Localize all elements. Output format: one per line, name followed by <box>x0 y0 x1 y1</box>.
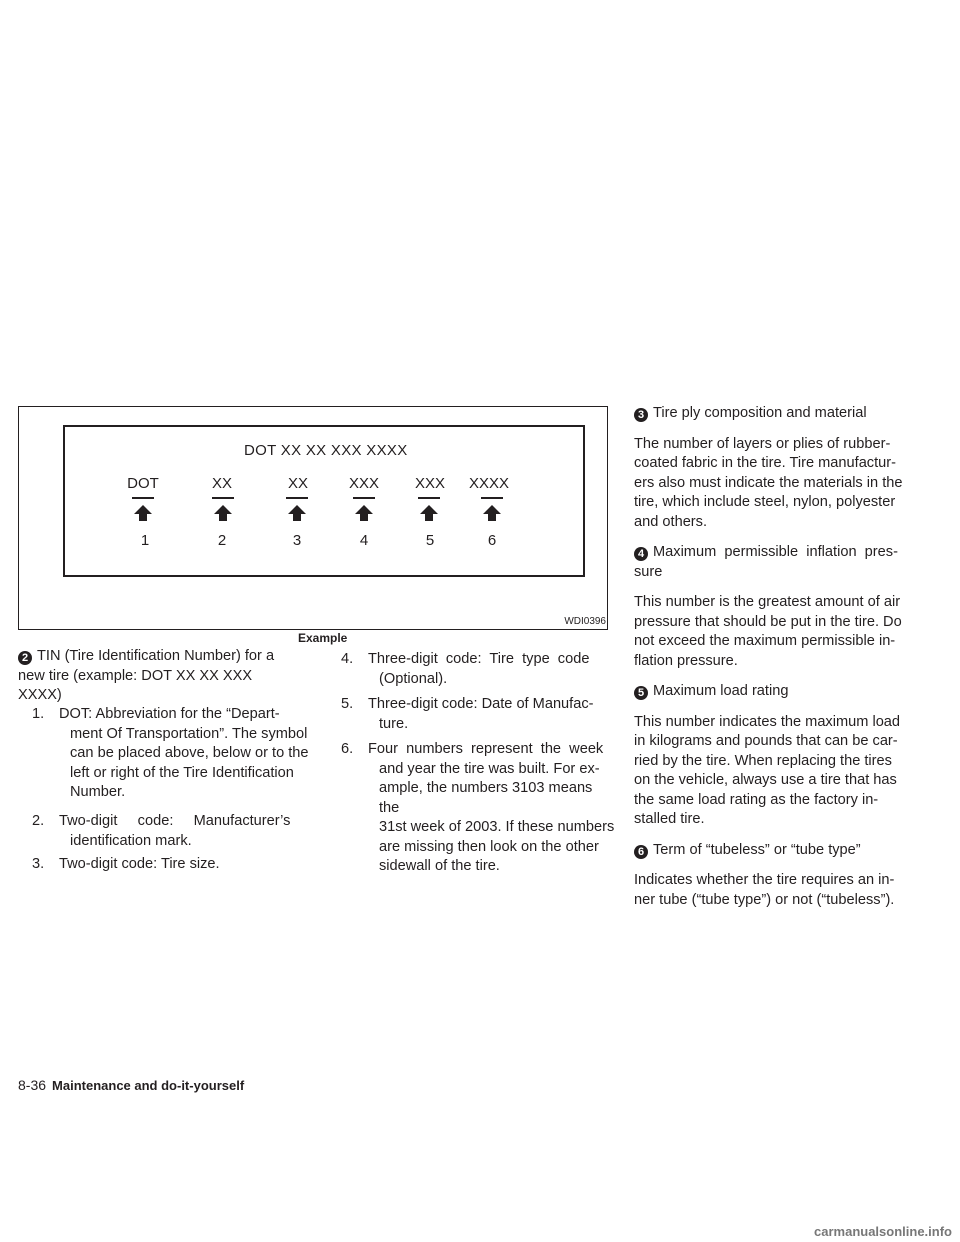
item-3-heading <box>634 404 944 424</box>
watermark: carmanualsonline.info <box>814 1224 952 1239</box>
tin-header-text: DOT XX XX XXX XXXX <box>244 442 408 459</box>
text-line: ner tube (“tube type”) or not (“tubeless”). <box>634 891 895 908</box>
segment-number: 5 <box>425 532 435 549</box>
text-line: Indicates whether the tire requires an in- <box>634 872 895 888</box>
item-title-cont: sure <box>634 563 663 580</box>
page-number: 8-36 <box>18 1077 47 1093</box>
column-3 <box>634 404 944 910</box>
text-line: DOT: Abbreviation for the “Depart- <box>59 706 280 722</box>
segment-bar <box>353 497 375 499</box>
text-line: XXXX) <box>18 687 62 703</box>
item-title: Term of “tubeless” or “tube type” <box>653 841 861 858</box>
up-arrow-icon <box>354 504 374 522</box>
text-line: flation pressure. <box>634 652 738 669</box>
text-line: ried by the tire. When replacing the tires <box>634 752 892 769</box>
segment-number: 3 <box>292 532 302 549</box>
text-line: 31st week of 2003. If these numbers <box>379 819 615 835</box>
text-line: ment Of Transportation”. The symbol <box>70 725 308 742</box>
text-line: stalled tire. <box>634 811 705 827</box>
text-line: This number indicates the maximum load <box>634 713 901 730</box>
text-line: are missing then look on the other <box>379 838 599 855</box>
text-line: new tire (example: DOT XX XX XXX <box>18 667 253 684</box>
text-line: This number is the greatest amount of air <box>634 594 901 610</box>
section-title: Maintenance and do-it-yourself <box>52 1078 245 1093</box>
up-arrow-icon <box>133 504 153 522</box>
list-number: 6. <box>341 741 354 757</box>
text-line: can be placed above, below or to the <box>70 745 309 761</box>
item-title: Maximum permissible inflation pres- <box>653 544 898 560</box>
item-title: Tire ply composition and material <box>653 405 867 421</box>
text-line: not exceed the maximum permissible in- <box>634 633 896 649</box>
segment-number: 6 <box>487 532 497 549</box>
list-number: 4. <box>341 651 354 667</box>
text-line: Two-digit code: Tire size. <box>59 856 220 872</box>
segment-text: DOT <box>127 475 159 492</box>
text-line: ers also must indicate the materials in the <box>634 474 903 491</box>
text-line: coated fabric in the tire. Tire manufactur- <box>634 455 896 471</box>
segment-bar <box>212 497 234 499</box>
segment-text: XX <box>211 475 232 492</box>
item-6-body <box>634 871 944 910</box>
list-number: 5. <box>341 696 354 712</box>
up-arrow-icon <box>213 504 233 522</box>
segment-text: XXXX <box>468 475 510 492</box>
segment-number: 1 <box>140 532 150 549</box>
item-3-body <box>634 435 944 533</box>
segment-bar <box>286 497 308 499</box>
item-title: Maximum load rating <box>653 683 789 699</box>
item-number-badge: 5 <box>634 686 648 700</box>
list-number: 1. <box>32 706 45 722</box>
text-line: TIN (Tire Identification Number) for a <box>37 648 275 664</box>
text-line: and others. <box>634 513 708 530</box>
segment-number: 4 <box>359 532 369 549</box>
item-4-heading <box>634 543 944 582</box>
segment-bar <box>481 497 503 499</box>
text-line: Three-digit code: Date of Manufac- <box>368 696 594 712</box>
text-line: identification mark. <box>70 832 192 849</box>
item-2-heading <box>18 647 318 706</box>
text-line: ture. <box>379 715 409 732</box>
up-arrow-icon <box>419 504 439 522</box>
text-line: Four numbers represent the week <box>368 741 604 757</box>
text-line: Two-digit code: Manufacturer’s <box>59 813 291 829</box>
segment-text: XXX <box>348 475 379 492</box>
list-number: 3. <box>32 856 45 872</box>
item-number-badge: 2 <box>18 651 32 665</box>
text-line: the same load rating as the factory in- <box>634 791 879 808</box>
text-line: Three-digit code: Tire type code <box>368 651 590 667</box>
list-number: 2. <box>32 813 45 829</box>
text-line: in kilograms and pounds that can be car- <box>634 733 898 749</box>
figure-code: WDI0396 <box>564 616 606 627</box>
segment-text: XXX <box>414 475 445 492</box>
text-line: left or right of the Tire Identification <box>70 764 294 781</box>
page-footer <box>18 1076 244 1095</box>
item-number-badge: 4 <box>634 547 648 561</box>
text-line: The number of layers or plies of rubber- <box>634 435 891 452</box>
figure-caption: Example <box>298 631 348 645</box>
text-line: tire, which include steel, nylon, polyester <box>634 494 896 510</box>
item-4-body <box>634 593 944 671</box>
item-number-badge: 6 <box>634 845 648 859</box>
segment-bar <box>418 497 440 499</box>
text-line: (Optional). <box>379 670 448 687</box>
segment-text: XX <box>287 475 308 492</box>
text-line: Number. <box>70 784 126 800</box>
column-1 <box>18 647 318 706</box>
segment-bar <box>132 497 154 499</box>
up-arrow-icon <box>482 504 502 522</box>
up-arrow-icon <box>287 504 307 522</box>
text-line: sidewall of the tire. <box>379 858 500 874</box>
text-line: and year the tire was built. For ex- <box>379 760 600 777</box>
text-line: pressure that should be put in the tire. Do <box>634 613 902 630</box>
item-5-heading <box>634 682 944 702</box>
item-6-heading <box>634 841 944 861</box>
item-number-badge: 3 <box>634 408 648 422</box>
text-line: ample, the numbers 3103 means the <box>379 780 593 816</box>
item-5-body <box>634 713 944 830</box>
segment-number: 2 <box>217 532 227 549</box>
text-line: on the vehicle, always use a tire that has <box>634 772 897 788</box>
